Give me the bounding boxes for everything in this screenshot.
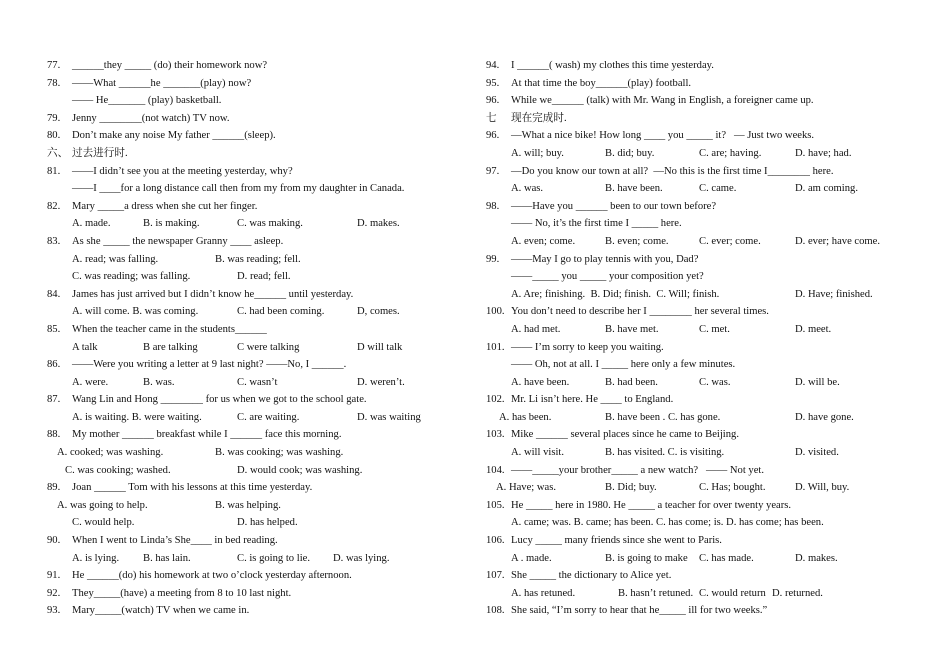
question-number: 83. — [47, 235, 61, 247]
question-text: He _____ here in 1980. He _____ a teacher for over twenty years. — [511, 499, 792, 511]
question-text: She said, “I’m sorry to hear that he_____ ill for two weeks.” — [511, 605, 768, 617]
question-text: —Do you know our town at all? —No this is the first time I________ here. — [511, 165, 834, 177]
question-line — [486, 92, 906, 110]
question-text: D. weren’t. — [357, 376, 405, 388]
question-text: B. was cooking; was washing. — [215, 447, 344, 459]
question-line — [486, 567, 906, 585]
question-line — [47, 163, 467, 181]
question-number: 99. — [486, 253, 500, 265]
question-text: D. makes. — [795, 552, 838, 564]
question-number: 104. — [486, 464, 505, 476]
question-text: I ______( wash) my clothes this time yesterday. — [511, 60, 714, 71]
question-line — [47, 391, 467, 409]
question-text: B. did; buy. — [605, 147, 655, 159]
question-text: C. Has; bought. — [699, 482, 766, 494]
question-text: B. have been. — [605, 183, 663, 195]
question-number: 93. — [47, 605, 61, 617]
question-text: C. met. — [699, 323, 730, 335]
question-text: He ______(do) his homework at two o’clock yesterday afternoon. — [72, 570, 352, 582]
question-line — [486, 215, 906, 233]
question-line — [486, 339, 906, 357]
question-text: At that time the boy______(play) football. — [511, 77, 692, 89]
question-number: 108. — [486, 605, 505, 617]
right-column — [486, 57, 906, 620]
question-text: C. came. — [699, 183, 737, 195]
question-line — [47, 497, 467, 515]
question-text: D, comes. — [357, 306, 400, 318]
question-text: They_____(have) a meeting from 8 to 10 last night. — [72, 587, 292, 599]
question-text: —What a nice bike! How long ____ you _____ it? — Just two weeks. — [511, 130, 815, 142]
question-text: D. was lying. — [333, 552, 390, 564]
question-line — [486, 321, 906, 339]
question-text: B. Did; buy. — [605, 482, 657, 494]
question-text: B. has lain. — [143, 552, 191, 564]
question-text: Lucy _____ many friends since she went to Paris. — [511, 535, 722, 547]
question-text: D. returned. — [772, 587, 823, 599]
question-line — [486, 110, 906, 128]
question-number: 96. — [486, 130, 500, 142]
question-line — [47, 444, 467, 462]
question-line — [486, 75, 906, 93]
question-text: D. would cook; was washing. — [237, 464, 363, 476]
question-text: ——May I go to play tennis with you, Dad? — [511, 253, 699, 265]
question-text: A. has retuned. — [511, 587, 576, 599]
question-line — [486, 198, 906, 216]
question-text: 过去进行时. — [72, 147, 128, 159]
question-number: 87. — [47, 394, 61, 406]
question-text: A talk — [72, 341, 98, 353]
question-line — [47, 567, 467, 585]
question-number: 100. — [486, 306, 505, 318]
question-number: 94. — [486, 60, 500, 71]
question-text: A. was going to help. — [57, 499, 148, 511]
question-line — [47, 268, 467, 286]
question-line — [486, 145, 906, 163]
question-text: A. was. — [511, 183, 544, 195]
question-line — [47, 180, 467, 198]
question-text: B. hasn’t retuned. — [618, 587, 694, 599]
question-text: ——_____ you _____ your composition yet? — [511, 271, 704, 283]
question-line — [486, 585, 906, 603]
question-text: You don’t need to describe her I ________ her several times. — [511, 306, 769, 318]
question-line — [486, 268, 906, 286]
question-line — [486, 180, 906, 198]
question-text: C. are waiting. — [237, 411, 300, 423]
question-text: D. Will, buy. — [795, 482, 850, 494]
question-number: 106. — [486, 535, 505, 547]
question-line — [47, 251, 467, 269]
question-text: A. is waiting. B. were waiting. — [72, 411, 202, 423]
question-text: C. wasn’t — [237, 376, 278, 388]
question-line — [47, 198, 467, 216]
question-text: A. Have; was. — [496, 482, 557, 494]
question-line — [47, 145, 467, 163]
question-line — [486, 127, 906, 145]
question-text: A. have been. — [511, 376, 570, 388]
question-line — [486, 391, 906, 409]
question-text: B. was reading; fell. — [215, 253, 301, 265]
question-text: C. is going to lie. — [237, 552, 310, 564]
question-line — [486, 497, 906, 515]
left-column — [47, 57, 467, 620]
question-line — [47, 602, 467, 620]
question-line — [47, 426, 467, 444]
question-text: A. made. — [72, 218, 111, 230]
question-text: My mother ______ breakfast while I ______ face this morning. — [72, 429, 342, 441]
question-text: —— I’m sorry to keep you waiting. — [511, 341, 664, 353]
question-number: 103. — [486, 429, 505, 441]
question-text: Mike ______ several places since he came to Beijing. — [511, 429, 739, 441]
question-number: 101. — [486, 341, 505, 353]
question-number: 90. — [47, 535, 61, 547]
question-number: 81. — [47, 165, 61, 177]
question-number: 97. — [486, 165, 500, 177]
question-text: Joan ______ Tom with his lessons at this time yesterday. — [72, 482, 313, 494]
question-text: B. have been . C. has gone. — [605, 411, 721, 423]
question-line — [486, 602, 906, 620]
question-text: ——What ______he _______(play) now? — [72, 77, 252, 89]
question-number: 78. — [47, 77, 61, 89]
question-line — [486, 233, 906, 251]
question-number: 92. — [47, 587, 61, 599]
question-line — [47, 462, 467, 480]
question-text: Don’t make any noise My father ______(sleep). — [72, 130, 276, 142]
question-text: B. is making. — [143, 218, 200, 230]
question-text: When I went to Linda’s She____ in bed reading. — [72, 535, 278, 547]
question-text: ——Were you writing a letter at 9 last night? ——No, I ______. — [72, 359, 347, 371]
question-number: 77. — [47, 60, 61, 71]
question-text: C. was. — [699, 376, 731, 388]
question-line — [47, 339, 467, 357]
question-line — [47, 550, 467, 568]
question-line — [47, 585, 467, 603]
question-number: 98. — [486, 200, 500, 212]
question-text: —— No, it’s the first time I _____ here. — [511, 218, 682, 230]
question-text: B. has visited. C. is visiting. — [605, 447, 725, 459]
question-number: 85. — [47, 323, 61, 335]
question-number: 88. — [47, 429, 61, 441]
question-text: D. am coming. — [795, 183, 858, 195]
question-number: 86. — [47, 359, 61, 371]
question-line — [47, 356, 467, 374]
question-text: 现在完成时. — [511, 112, 567, 124]
question-line — [486, 57, 906, 75]
question-line — [47, 127, 467, 145]
question-text: Mary_____(watch) TV when we came in. — [72, 605, 250, 617]
question-text: D. will be. — [795, 376, 840, 388]
question-text: C. are; having. — [699, 147, 762, 159]
question-text: C. would return — [699, 587, 766, 599]
question-text: A. were. — [72, 376, 109, 388]
question-text: D. makes. — [357, 218, 400, 230]
question-text: A. is lying. — [72, 552, 120, 564]
question-text: B. is going to make — [605, 552, 688, 564]
question-text: Mary _____a dress when she cut her finger. — [72, 200, 258, 212]
question-text: She _____ the dictionary to Alice yet. — [511, 570, 672, 582]
question-text: A. came; was. B. came; has been. C. has come; is. D. has come; has been. — [511, 517, 824, 529]
question-text: D. read; fell. — [237, 271, 291, 283]
question-line — [47, 321, 467, 339]
question-line — [47, 479, 467, 497]
question-line — [486, 426, 906, 444]
question-text: B. have met. — [605, 323, 659, 335]
question-text: A. cooked; was washing. — [57, 447, 164, 459]
question-line — [47, 286, 467, 304]
question-line — [486, 409, 906, 427]
question-text: C. ever; come. — [699, 235, 761, 247]
question-text: ——_____your brother_____ a new watch? —— Not yet. — [511, 464, 765, 476]
question-number: 80. — [47, 130, 61, 142]
question-number: 84. — [47, 288, 61, 300]
question-line — [486, 479, 906, 497]
question-text: As she _____ the newspaper Granny ____ asleep. — [72, 235, 284, 247]
question-number: 95. — [486, 77, 500, 89]
question-number: 96. — [486, 95, 500, 107]
question-line — [47, 57, 467, 75]
question-text: D. ever; have come. — [795, 235, 881, 247]
question-text: D. visited. — [795, 447, 839, 459]
question-line — [486, 514, 906, 532]
question-line — [47, 303, 467, 321]
question-line — [47, 532, 467, 550]
question-number: 七 — [486, 112, 497, 124]
question-text: D. meet. — [795, 323, 832, 335]
question-text: B. had been. — [605, 376, 658, 388]
question-text: B. was helping. — [215, 499, 281, 511]
question-text: When the teacher came in the students______ — [72, 323, 267, 335]
question-line — [486, 286, 906, 304]
question-text: C. was making. — [237, 218, 303, 230]
question-number: 105. — [486, 499, 505, 511]
question-text: While we______ (talk) with Mr. Wang in English, a foreigner came up. — [511, 95, 814, 107]
question-text: C. has made. — [699, 552, 754, 564]
question-text: A. even; come. — [511, 235, 576, 247]
question-text: C. would help. — [72, 517, 135, 529]
question-text: D. was waiting — [357, 411, 421, 423]
question-text: A. will visit. — [511, 447, 564, 459]
question-line — [47, 409, 467, 427]
question-text: C. was cooking; washed. — [65, 464, 171, 476]
question-line — [47, 92, 467, 110]
question-text: ______they _____ (do) their homework now? — [72, 60, 268, 71]
question-text: ——Have you ______ been to our town before? — [511, 200, 717, 212]
question-number: 82. — [47, 200, 61, 212]
question-line — [486, 356, 906, 374]
question-number: 六、 — [47, 147, 69, 159]
question-text: James has just arrived but I didn’t know he______ until yesterday. — [72, 288, 354, 300]
question-text: —— He_______ (play) basketball. — [72, 95, 222, 107]
question-number: 91. — [47, 570, 61, 582]
question-line — [486, 444, 906, 462]
question-text: B. even; come. — [605, 235, 669, 247]
question-line — [486, 303, 906, 321]
question-number: 79. — [47, 112, 61, 124]
question-number: 102. — [486, 394, 505, 406]
question-text: A. has been. — [499, 411, 552, 423]
question-text: ——I didn’t see you at the meeting yesterday, why? — [72, 165, 293, 177]
question-text: A. Are; finishing. B. Did; finish. C. Will; finish. — [511, 288, 720, 300]
question-line — [486, 374, 906, 392]
question-line — [47, 514, 467, 532]
question-line — [486, 251, 906, 269]
question-text: Wang Lin and Hong ________ for us when we got to the school gate. — [72, 394, 367, 406]
question-number: 107. — [486, 570, 505, 582]
question-text: Mr. Li isn’t here. He ____ to England. — [511, 394, 674, 406]
question-line — [47, 374, 467, 392]
question-line — [47, 75, 467, 93]
question-text: A. will come. B. was coming. — [72, 306, 199, 318]
question-text: D. have gone. — [795, 411, 854, 423]
question-text: B are talking — [143, 341, 198, 353]
question-line — [47, 215, 467, 233]
question-line — [47, 233, 467, 251]
question-text: A. had met. — [511, 323, 561, 335]
question-text: B. was. — [143, 376, 175, 388]
question-text: C. was reading; was falling. — [72, 271, 191, 283]
question-text: A . made. — [511, 552, 552, 564]
question-text: D. Have; finished. — [795, 288, 873, 300]
question-line — [486, 462, 906, 480]
question-text: D. have; had. — [795, 147, 852, 159]
question-text: Jenny ________(not watch) TV now. — [72, 112, 230, 124]
question-line — [47, 110, 467, 128]
question-text: C were talking — [237, 341, 300, 353]
question-text: ——I ____for a long distance call then from my from my daughter in Canada. — [72, 183, 405, 195]
question-text: D. has helped. — [237, 517, 298, 529]
question-line — [486, 163, 906, 181]
question-line — [486, 550, 906, 568]
question-text: A. will; buy. — [511, 147, 564, 159]
question-line — [486, 532, 906, 550]
question-text: —— Oh, not at all. I _____ here only a few minutes. — [511, 359, 736, 371]
question-text: A. read; was falling. — [72, 253, 159, 265]
question-text: C. had been coming. — [237, 306, 325, 318]
question-text: D will talk — [357, 341, 403, 353]
question-number: 89. — [47, 482, 61, 494]
